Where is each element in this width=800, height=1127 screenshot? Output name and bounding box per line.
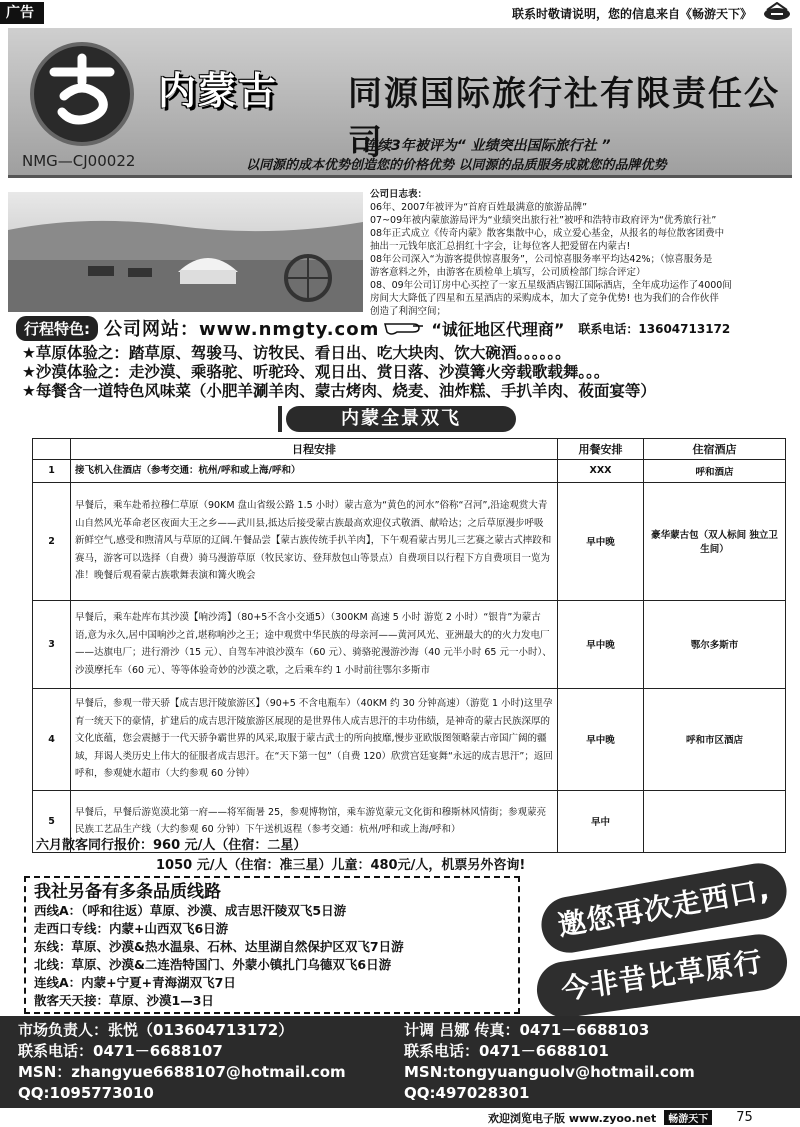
diary-line: 08、09年公司订房中心买控了一家五星级酒店锡江国际酒店，全年成功运作了4000间: [370, 280, 732, 291]
route-item: 走西口专线：内蒙+山西双飞6日游: [34, 921, 229, 936]
day-description: 早餐后，早餐后游览漠北第一府——将军衙暑 25，参观博物馆，乘车游览蒙元文化街和穆斯林风情街；参观蒙亮民族工艺品生产线（大约参观 60 分钟）下午送机返程（参考交通：杭州/呼和或上海/呼和）: [71, 790, 558, 852]
day-description: 早餐后，乘车赴希拉穆仁草原（90KM 盘山省级公路 1.5 小时）蒙古意为“黄色的河水”俗称“召河”,沿途观赏大青山自然风光革命老区夜面大王之乡——武川县,抵达后接受蒙古族最高欢迎仪式敬酒、献哈达；之后草原漫步呼吸新鲜空气,感受和煦清风与草原的辽阔.午餐品尝【蒙古族传统手扒羊肉】，下午观看蒙古男儿三艺赛之蒙古式摔跤和赛马，游客可以选择（自费）骑马漫游草原（牧民家访、登拜敖包山等景点）自费项目以行程下方自费项目一览为准！晚餐后观看蒙古族歌舞表演和篝火晚会: [71, 482, 558, 600]
diary-line: 07~09年被内蒙旅游局评为“业绩突出旅行社”被呼和浩特市政府评为“优秀旅行社”: [370, 215, 717, 226]
day-description: 接飞机入住酒店（参考交通：杭州/呼和或上海/呼和）: [71, 460, 558, 483]
header-meal: 用餐安排: [558, 439, 644, 460]
contact-msn[interactable]: MSN：zhangyue6688107@hotmail.com: [18, 1063, 346, 1081]
day-hotel: 鄂尔多斯市: [644, 600, 786, 688]
header-day: [33, 439, 71, 460]
price-line-1: 六月散客同行报价：960 元/人（住宿：二星）: [36, 838, 307, 853]
feature-bullets: [22, 344, 798, 401]
bullet-item: ★沙漠体验之：走沙漠、乘骆驼、听驼玲、观日出、赏日落、沙漠篝火旁载歌载舞。。。: [22, 363, 610, 381]
promo-slogan-1: 邀您再次走西口,: [537, 859, 791, 957]
footer-badge: 畅游天下: [664, 1110, 712, 1125]
bullet-item: ★每餐含一道特色风味菜（小肥羊涮羊肉、蒙古烤肉、烧麦、油炸糕、手扒羊肉、莜面宴等）: [22, 382, 656, 400]
table-row: [33, 688, 786, 790]
day-meal: XXX: [558, 460, 644, 483]
day-meal: 早中晚: [558, 688, 644, 790]
day-number: 5: [33, 790, 71, 852]
day-description: 早餐后，参观一带天骄【成吉思汗陵旅游区】（90+5 不含电瓶车）（40KM 约 30 分钟高速）（游览 1 小时)这里孕育一统天下的豪情，扩建后的成吉思汗陵旅游区展现的是世界伟人成吉思汗的丰功伟绩，是神奇的蒙古民族深厚的文化底蕴，您会震撼于一代天骄争霸世界的风采,取服于蒙古武士的所向披靡,慢步亚欧版图领略蒙古帝国广阔的疆域，拜谒人类历史上伟大的征服者成吉思汗。在“天下第一包”（自费 120）欣赏宫廷宴舞“永远的成吉思汗”；返回呼和，参观婕水超市（大约参观 60 分钟）: [71, 688, 558, 790]
promo-slogan-2: 今非昔比草原行: [533, 931, 790, 1022]
company-diary: [370, 188, 792, 318]
routes-title: 我社另备有多条品质线路: [34, 882, 221, 902]
grassland-photo: [8, 192, 363, 312]
day-hotel: 呼和酒店: [644, 460, 786, 483]
day-description: 早餐后，乘车赴库布其沙漠【响沙湾】（80+5不含小交通5）（300KM 高速 5 小时 游览 2 小时）“银肯”为蒙古语,意为永久,居中国响沙之首,堪称响沙之王；途中观赏中华民族的母亲河——黄河风光、亚洲最大的的火力发电厂——达旗电厂；进行滑沙（15 元）、自驾车冲浪沙漠车（60 元）、骑骆驼漫游沙海（40 元半小时 65 元一小时）、沙漠摩托车（60 元）、等等体验奇妙的沙漠之歌，之后乘车约 1 小时前往鄂尔多斯市: [71, 600, 558, 688]
day-number: 1: [33, 460, 71, 483]
pointing-hand-icon: [383, 318, 427, 338]
diary-title: 公司日志表：: [370, 189, 428, 200]
diary-line: 游客意料之外，由游客在质检单上填写，公司质检部门综合评定）: [370, 267, 646, 278]
contact-qq: QQ:497028301: [404, 1084, 530, 1102]
top-bar: [0, 0, 800, 26]
contact-column-left: [18, 1020, 346, 1104]
day-meal: 早中: [558, 790, 644, 852]
diary-line: 创造了利润空间；: [370, 306, 447, 317]
header-schedule: 日程安排: [71, 439, 558, 460]
bullet-item: ★草原体验之：踏草原、驾骏马、访牧民、看日出、吃大块肉、饮大碗酒。。。。。。: [22, 344, 571, 362]
contact-msn[interactable]: MSN:tongyuanguolv@hotmail.com: [404, 1063, 695, 1081]
page-number: 75: [736, 1110, 753, 1125]
feature-phone: 联系电话：13604713172: [578, 321, 731, 336]
day-meal: 早中晚: [558, 600, 644, 688]
feature-row: [16, 316, 792, 340]
contact-column-right: [404, 1020, 695, 1104]
route-item: 东线：草原、沙漠&热水温泉、石林、达里湖自然保护区双飞7日游: [34, 939, 404, 954]
day-meal: 早中晚: [558, 482, 644, 600]
diary-line: 06年、2007年被评为“首府百姓最满意的旅游品牌”: [370, 202, 588, 213]
agent-recruit: “诚征地区代理商”: [431, 319, 565, 339]
top-slogan: 联系时敬请说明，您的信息来自《畅游天下》: [511, 6, 752, 21]
contact-phone: 联系电话：0471－6688107: [18, 1042, 223, 1060]
ad-tag: 广告: [0, 2, 44, 24]
day-number: 2: [33, 482, 71, 600]
day-hotel: 呼和市区酒店: [644, 688, 786, 790]
footer-url[interactable]: 欢迎浏览电子版 www.zyoo.net: [488, 1111, 657, 1125]
table-row: [33, 460, 786, 483]
other-routes-box: [24, 876, 520, 1014]
contact-qq: QQ:1095773010: [18, 1084, 154, 1102]
day-number: 4: [33, 688, 71, 790]
diary-line: 08年正式成立《传奇内蒙》散客集散中心，成立爱心基金，从报名的每位散客团费中: [370, 228, 725, 239]
page-footer: [0, 1108, 800, 1127]
route-item: 西线A：（呼和往返）草原、沙漠、成吉思汗陵双飞5日游: [34, 903, 347, 918]
features-label: 行程特色:: [16, 316, 98, 341]
table-row: [33, 600, 786, 688]
route-item: 连线A：内蒙+宁夏+青海湖双飞7日: [34, 975, 236, 990]
diary-line: 08年公司深入“为游客提供惊喜服务”，公司惊喜服务率平均达42%；（惊喜服务是: [370, 254, 713, 265]
route-item: 北线：草原、沙漠&二连浩特国门、外蒙小镇扎门乌德双飞6日游: [34, 957, 392, 972]
route-item: 散客天天接：草原、沙漠1—3日: [34, 993, 214, 1008]
day-hotel: 豪华蒙古包（双人标间 独立卫生间）: [644, 482, 786, 600]
day-number: 3: [33, 600, 71, 688]
tour-title: 内蒙全景双飞: [286, 406, 516, 432]
company-name: 同源国际旅行社有限责任公司: [348, 74, 780, 163]
company-header: [8, 28, 792, 178]
header-hotel: 住宿酒店: [644, 439, 786, 460]
brand-region-title: 内蒙古: [158, 68, 279, 113]
company-motto: 以同源的成本优势创造您的价格优势 以同源的品质服务成就您的品牌优势: [246, 158, 667, 173]
award-line: 连续3年被评为“ 业绩突出国际旅行社 ”: [363, 138, 611, 154]
itinerary-table: [32, 438, 786, 853]
price-line-2: 1050 元/人（住宿：准三星）儿童：480元/人，机票另外咨询!: [156, 858, 526, 873]
website-link[interactable]: 公司网站：www.nmgty.com: [104, 319, 380, 340]
diary-line: 房间大大降低了四星和五星酒店的采购成本，加大了竞争优势! 也为我们的合作伙伴: [370, 293, 719, 304]
contact-manager: 市场负责人：张悦（013604713172）: [18, 1021, 294, 1039]
contact-phone: 联系电话：0471－6688101: [404, 1042, 609, 1060]
diary-line: 抽出一元钱年底汇总捐红十字会，让每位客人把爱留在内蒙古!: [370, 241, 631, 252]
contact-planner: 计调 吕娜 传真：0471－6688103: [404, 1021, 650, 1039]
table-header-row: [33, 439, 786, 460]
contacts-panel: [0, 1016, 800, 1108]
logo-glyph-icon: [46, 52, 118, 132]
table-row: [33, 482, 786, 600]
magazine-logo-icon: [762, 2, 792, 22]
day-hotel: [644, 790, 786, 852]
license-number: NMG—CJ00022: [22, 152, 136, 170]
